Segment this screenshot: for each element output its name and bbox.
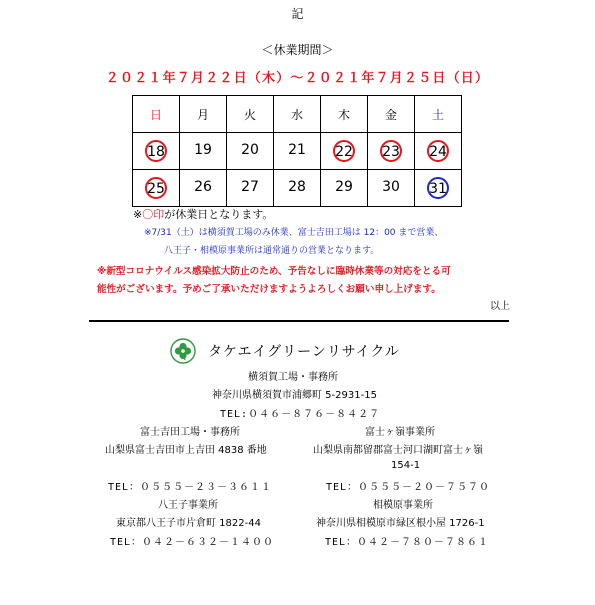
calendar-day-cell [274,170,321,207]
calendar-week-row [133,133,462,170]
calendar-day: 19 [194,142,212,158]
calendar-day: 21 [288,142,306,158]
closure-period-label: ＜休業期間＞ [261,43,334,57]
calendar-day-cell [321,170,368,207]
warning-line-2: 能性がございます。予めご了承いただけますようよろしくお願い申し上げます。 [97,284,441,295]
office-address-fujiyoshida: 山梨県富士吉田市上吉田 4838 番地 [105,445,267,456]
weekday-wed: 水 [274,96,321,133]
office-address2-fujigane: 154-1 [391,460,421,471]
calendar-day: 26 [194,179,212,195]
office-tel-hachioji: TEL：０４２－６３２－１４００ [110,537,275,548]
weekday-sun: 日 [133,96,180,133]
calendar-day-cell [415,133,462,170]
calendar-day: 24 [427,140,449,162]
company-name: タケエイグリーンリサイクル [208,344,400,360]
calendar-day: 22 [333,140,355,162]
office-address-yokosuka: 神奈川県横須賀市浦郷町 5-2931-15 [212,390,377,401]
closure-period-range: ２０２１年７月２２日（木）～２０２１年７月２５日（日） [105,71,490,86]
calendar-day: 20 [241,142,259,158]
warning-line-1: ※新型コロナウイルス感染拡大防止のため、予告なしに臨時休業等の対応をとる可 [97,266,451,277]
office-address-hachioji: 東京都八王子市片倉町 1822-44 [116,518,261,529]
calendar-day: 23 [380,140,402,162]
calendar-day-cell [227,133,274,170]
calendar-day-cell [133,133,180,170]
calendar-day-cell [180,170,227,207]
calendar-day: 25 [145,177,167,199]
legend-prefix: ※ [133,208,143,221]
weekday-sat: 土 [415,96,462,133]
calendar-day: 27 [241,179,259,195]
office-name-fujigane: 富士ヶ嶺事業所 [365,427,435,438]
calendar-week-row [133,170,462,207]
clover-logo-icon [170,338,196,364]
note-line-2: 八王子・相模原事業所は通常通りの営業となります。 [164,246,380,256]
legend-mark: 〇印 [142,208,165,221]
calendar-day-cell [415,170,462,207]
calendar-day-cell [321,133,368,170]
closing-word: 以上 [490,301,510,312]
calendar-day: 31 [427,177,449,199]
office-name-sagamihara: 相模原事業所 [373,500,433,511]
note-line-1: ※7/31（土）は横須賀工場のみ休業、富士吉田工場は 12：00 まで営業、 [144,228,444,238]
calendar-day-cell [133,170,180,207]
office-name-hachioji: 八王子事業所 [158,500,218,511]
calendar-day-cell [368,170,415,207]
weekday-tue: 火 [227,96,274,133]
calendar-day-cell [180,133,227,170]
office-tel-fujigane: TEL：０５５５－２０－７５７０ [326,482,491,493]
office-address-sagamihara: 神奈川県相模原市緑区根小屋 1726-1 [316,518,485,529]
calendar-weekday-row [133,96,462,133]
office-tel-sagamihara: TEL：０４２－７８０－７８６１ [325,537,490,548]
calendar-day-cell [368,133,415,170]
office-address-fujigane: 山梨県南都留郡富士河口湖町富士ヶ嶺 [313,445,483,456]
office-tel-fujiyoshida: TEL：０５５５－２３－３６１１ [108,482,273,493]
calendar-day-cell [274,133,321,170]
office-name-yokosuka: 横須賀工場・事務所 [248,372,338,383]
calendar-day: 30 [382,179,400,195]
holiday-legend [133,206,273,222]
weekday-thu: 木 [321,96,368,133]
calendar-day: 28 [288,179,306,195]
section-divider [89,320,509,322]
document-heading: 記 [291,7,304,21]
closure-calendar [132,95,462,207]
office-name-fujiyoshida: 富士吉田工場・事務所 [140,427,240,438]
calendar-day: 29 [335,179,353,195]
calendar-day-cell [227,170,274,207]
office-tel-yokosuka: TEL:０４６－８７６－８４２７ [220,409,381,420]
legend-text: が休業日となります。 [164,208,274,221]
weekday-mon: 月 [180,96,227,133]
weekday-fri: 金 [368,96,415,133]
calendar-day: 18 [145,140,167,162]
